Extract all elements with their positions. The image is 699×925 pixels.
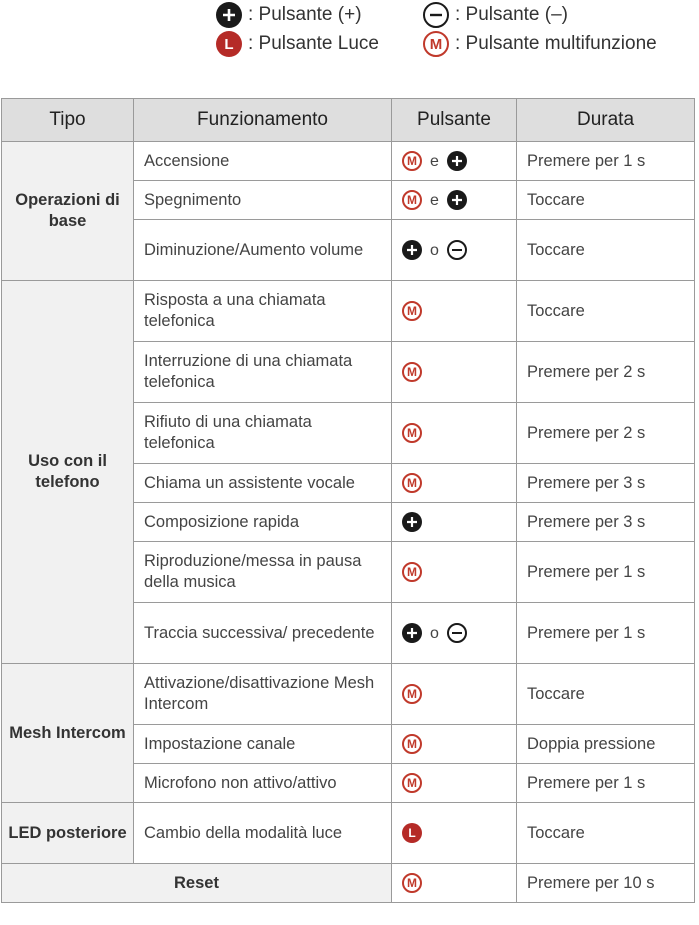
minus-button-icon [447,240,467,260]
function-cell: Risposta a una chiamata telefonica [134,281,392,342]
buttons-cell [392,864,517,903]
buttons-cell [392,464,517,503]
buttons-cell [392,142,517,181]
duration-cell: Premere per 1 s [517,764,695,803]
duration-cell: Premere per 2 s [517,403,695,464]
connector-text: o [430,241,439,259]
multifunction-button-icon: M [402,362,422,382]
function-cell: Traccia successiva/ precedente [134,603,392,664]
buttons-cell [392,542,517,603]
buttons-cell [392,403,517,464]
legend-minus [423,2,568,28]
multifunction-button-icon: M [402,734,422,754]
duration-cell: Premere per 3 s [517,503,695,542]
buttons-cell [392,764,517,803]
legend-plus-label: : Pulsante (+) [248,4,362,25]
function-cell: Impostazione canale [134,725,392,764]
function-cell: Diminuzione/Aumento volume [134,220,392,281]
duration-cell: Toccare [517,664,695,725]
buttons-cell [392,281,517,342]
multifunction-button-icon: M [402,423,422,443]
duration-cell: Toccare [517,803,695,864]
duration-cell: Premere per 1 s [517,542,695,603]
duration-cell: Doppia pressione [517,725,695,764]
reset-cell: Reset [2,864,392,903]
type-cell: Operazioni di base [2,142,134,281]
buttons-cell [392,220,517,281]
buttons-cell [392,342,517,403]
buttons-cell [392,664,517,725]
legend-multi-label: : Pulsante multifunzione [455,33,657,54]
minus-button-icon [423,2,449,28]
connector-text: e [430,152,439,170]
multifunction-button-icon: M [402,301,422,321]
function-cell: Accensione [134,142,392,181]
button-operations-table [1,98,695,903]
function-cell: Interruzione di una chiamata telefonica [134,342,392,403]
function-cell: Attivazione/disattivazione Mesh Intercom [134,664,392,725]
multifunction-button-icon: M [402,773,422,793]
light-button-icon: L [216,31,242,57]
buttons-cell [392,181,517,220]
legend-light [216,31,379,57]
function-cell: Spegnimento [134,181,392,220]
duration-cell: Premere per 1 s [517,603,695,664]
multifunction-button-icon: M [423,31,449,57]
table-row [2,803,695,864]
function-cell: Riproduzione/messa in pausa della musica [134,542,392,603]
duration-cell: Premere per 1 s [517,142,695,181]
minus-button-icon [447,623,467,643]
function-cell: Chiama un assistente vocale [134,464,392,503]
header-durata: Durata [517,99,695,142]
plus-button-icon [216,2,242,28]
table-row [2,664,695,725]
table-row [2,281,695,342]
legend-light-label: : Pulsante Luce [248,33,379,54]
duration-cell: Toccare [517,181,695,220]
connector-text: o [430,624,439,642]
type-cell: Mesh Intercom [2,664,134,803]
duration-cell: Toccare [517,281,695,342]
table-row [2,142,695,181]
multifunction-button-icon: M [402,151,422,171]
plus-button-icon [402,623,422,643]
plus-button-icon [402,512,422,532]
light-button-icon: L [402,823,422,843]
function-cell: Microfono non attivo/attivo [134,764,392,803]
header-tipo: Tipo [2,99,134,142]
function-cell: Composizione rapida [134,503,392,542]
header-pulsante: Pulsante [392,99,517,142]
header-funzionamento: Funzionamento [134,99,392,142]
legend-plus [216,2,362,28]
buttons-cell [392,503,517,542]
multifunction-button-icon: M [402,562,422,582]
table-row [2,864,695,903]
legend-multi [423,31,657,57]
type-cell: Uso con il telefono [2,281,134,664]
multifunction-button-icon: M [402,473,422,493]
multifunction-button-icon: M [402,684,422,704]
buttons-cell [392,603,517,664]
duration-cell: Premere per 10 s [517,864,695,903]
multifunction-button-icon: M [402,190,422,210]
legend-minus-label: : Pulsante (–) [455,4,568,25]
function-cell: Cambio della modalità luce [134,803,392,864]
function-cell: Rifiuto di una chiamata telefonica [134,403,392,464]
duration-cell: Toccare [517,220,695,281]
buttons-cell [392,803,517,864]
connector-text: e [430,191,439,209]
duration-cell: Premere per 3 s [517,464,695,503]
plus-button-icon [447,151,467,171]
button-legend [0,0,699,70]
multifunction-button-icon: M [402,873,422,893]
buttons-cell [392,725,517,764]
plus-button-icon [447,190,467,210]
duration-cell: Premere per 2 s [517,342,695,403]
type-cell: LED posteriore [2,803,134,864]
plus-button-icon [402,240,422,260]
